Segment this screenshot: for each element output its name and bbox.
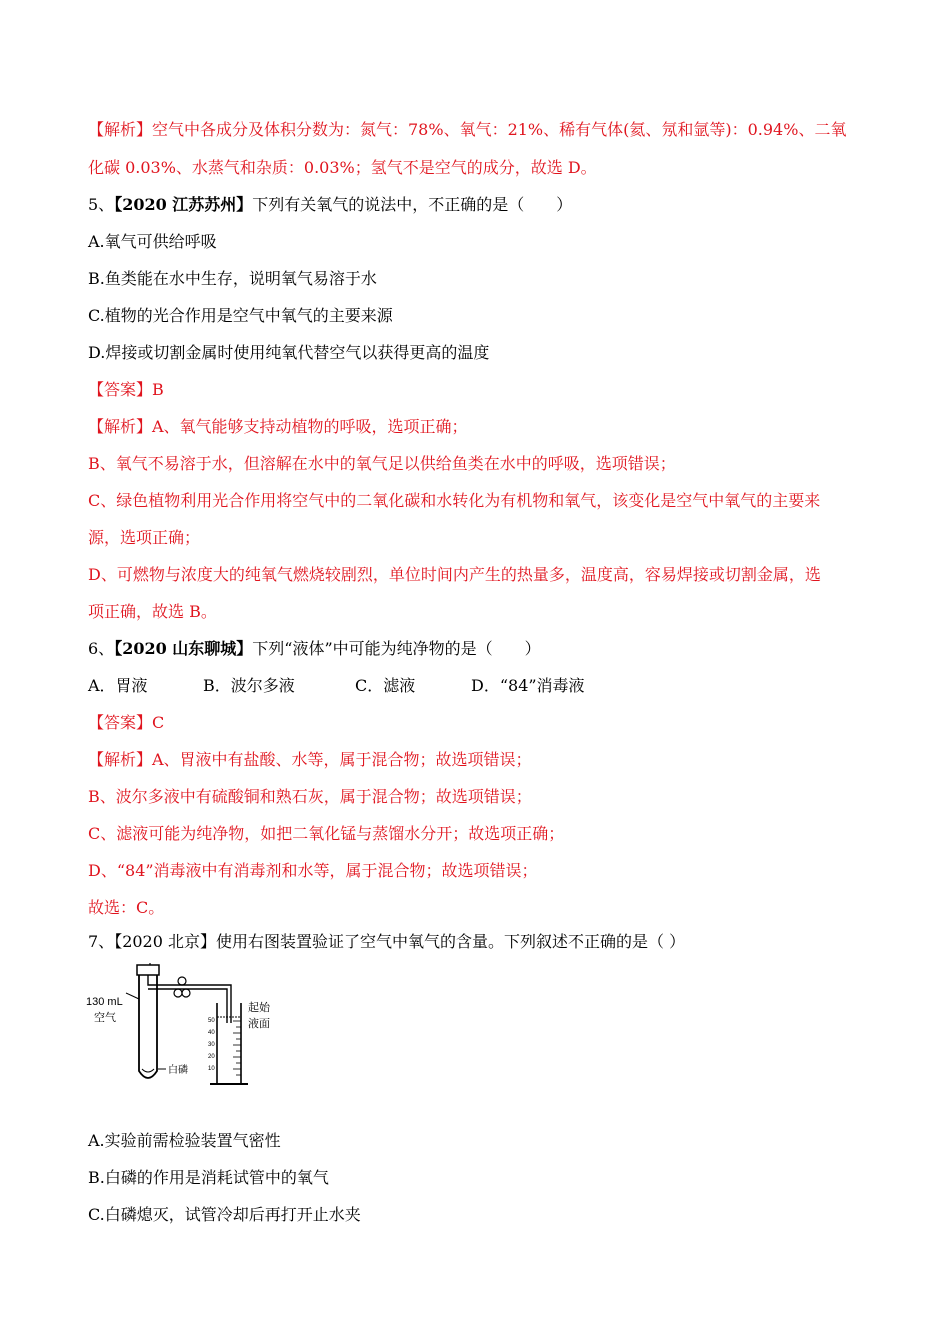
q5-stem: 下列有关氧气的说法中，不正确的是（ ） xyxy=(252,195,573,214)
q5-analysis-line: D、可燃物与浓度大的纯氧气燃烧较剧烈，单位时间内产生的热量多，温度高，容易焊接或切割金属，选 xyxy=(88,565,821,584)
label-leader-line xyxy=(126,993,139,999)
q6-option-d: D．“84”消毒液 xyxy=(471,676,585,695)
q5-option-c: C.植物的光合作用是空气中氧气的主要来源 xyxy=(88,306,393,325)
q7-stem-line xyxy=(88,931,685,953)
q5-number: 5、 xyxy=(88,195,115,214)
q7-number: 7、 xyxy=(88,932,115,951)
q6-analysis-line: 故选：C。 xyxy=(88,898,165,917)
q6-option-c: C．滤液 xyxy=(355,676,416,695)
test-tube-shape xyxy=(139,975,157,1078)
stopper-shape xyxy=(137,965,159,975)
q7-option-a: A.实验前需检验装置气密性 xyxy=(88,1131,281,1150)
q5-answer: 【答案】B xyxy=(88,380,164,399)
clamp-icon xyxy=(178,977,186,985)
apparatus-figure xyxy=(86,963,296,1093)
q5-analysis-line: 源，选项正确； xyxy=(88,528,201,547)
q6-option-b: B．波尔多液 xyxy=(203,676,295,695)
delivery-tube-shape xyxy=(148,975,181,989)
phosphorus-label: 白磷 xyxy=(168,1065,188,1076)
q6-answer: 【答案】C xyxy=(88,713,165,732)
q7-option-b: B.白磷的作用是消耗试管中的氧气 xyxy=(88,1168,329,1187)
q5-analysis-line: 项正确，故选 B。 xyxy=(88,602,217,621)
start-level-label: 起始 xyxy=(248,1002,270,1014)
scale-label: 20 xyxy=(208,1054,215,1060)
prev-analysis-line-2: 化碳 0.03%、水蒸气和杂质：0.03%；氢气不是空气的成分，故选 D。 xyxy=(88,158,597,177)
q7-option-c: C.白磷熄灭，试管冷却后再打开止水夹 xyxy=(88,1205,361,1224)
q6-analysis-line: C、滤液可能为纯净物，如把二氧化锰与蒸馏水分开；故选项正确； xyxy=(88,824,565,843)
start-level-label: 液面 xyxy=(248,1018,270,1030)
phosphorus-shape xyxy=(142,1069,154,1072)
q5-analysis-line: C、绿色植物利用光合作用将空气中的二氧化碳和水转化为有机物和氧气，该变化是空气中氧气的主要来 xyxy=(88,491,821,510)
scale-label: 30 xyxy=(208,1042,215,1048)
q5-option-b: B.鱼类能在水中生存，说明氧气易溶于水 xyxy=(88,269,377,288)
scale-label: 10 xyxy=(208,1066,215,1072)
tube-volume-label: 130 mL xyxy=(86,996,123,1008)
q6-number: 6、 xyxy=(88,639,115,658)
q6-source: 【2020 山东聊城】 xyxy=(114,639,253,658)
q5-analysis-line: 【解析】A、氧气能够支持动植物的呼吸，选项正确； xyxy=(88,417,468,436)
q6-options-row xyxy=(88,675,585,697)
q5-source: 【2020 江苏苏州】 xyxy=(114,195,253,214)
q7-source: 【2020 北京】 xyxy=(114,932,216,951)
q6-analysis-line: 【解析】A、胃液中有盐酸、水等，属于混合物；故选项错误； xyxy=(88,750,532,769)
q5-stem-line xyxy=(88,194,572,216)
q5-analysis-line: B、氧气不易溶于水，但溶解在水中的氧气足以供给鱼类在水中的呼吸，选项错误； xyxy=(88,454,676,473)
q6-stem-line xyxy=(88,638,541,660)
q6-stem: 下列“液体”中可能为纯净物的是（ ） xyxy=(252,639,541,658)
tube-air-label: 空气 xyxy=(94,1012,116,1024)
q6-option-a: A．胃液 xyxy=(88,676,148,695)
q7-stem: 使用右图装置验证了空气中氧气的含量。下列叙述不正确的是（ ） xyxy=(216,932,686,951)
scale-label: 50 xyxy=(208,1018,215,1024)
q6-analysis-line: B、波尔多液中有硫酸铜和熟石灰，属于混合物；故选项错误； xyxy=(88,787,532,806)
q6-analysis-line: D、“84”消毒液中有消毒剂和水等，属于混合物；故选项错误； xyxy=(88,861,538,880)
graduated-cylinder-shape xyxy=(217,1003,241,1083)
q5-option-a: A.氧气可供给呼吸 xyxy=(88,232,217,251)
q5-option-d: D.焊接或切割金属时使用纯氧代替空气以获得更高的温度 xyxy=(88,343,490,362)
prev-analysis-line-1: 【解析】空气中各成分及体积分数为：氮气：78%、氧气：21%、稀有气体(氦、氖和氩等)：0.94%、二氧 xyxy=(88,120,847,139)
scale-label: 40 xyxy=(208,1030,215,1036)
